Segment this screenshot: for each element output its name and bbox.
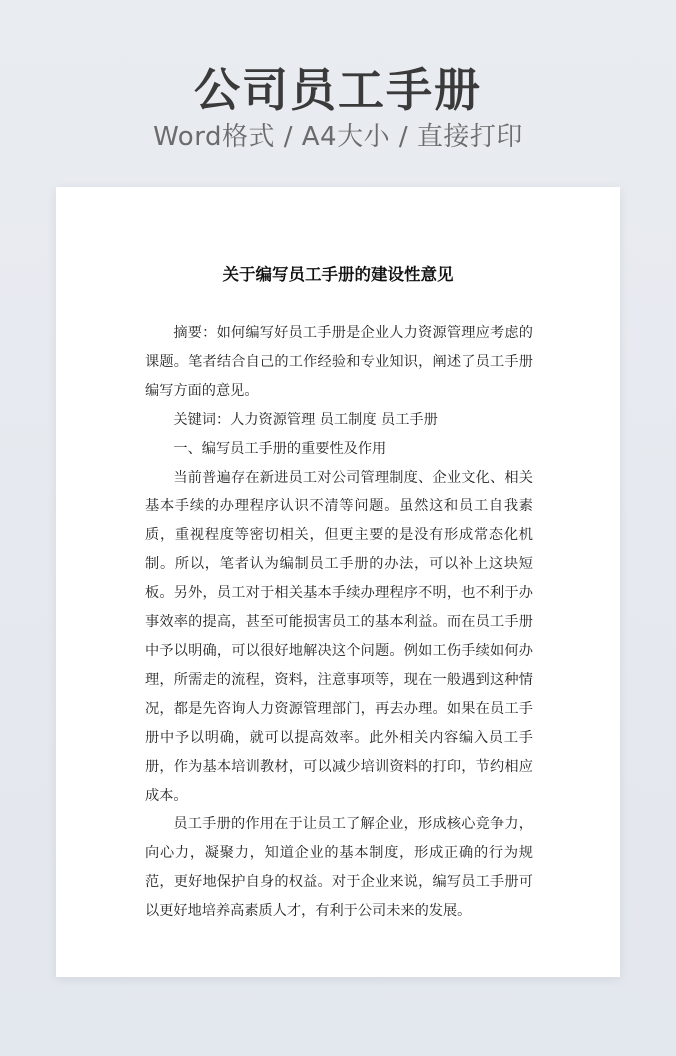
section-heading: 一、编写员工手册的重要性及作用 <box>173 440 387 457</box>
keywords-paragraph: 关键词：人力资源管理 员工制度 员工手册 <box>173 411 438 428</box>
abstract-paragraph: 摘要：如何编写好员工手册是企业人力资源管理应考虑的课题。笔者结合自己的工作经验和专业知识，阐述了员工手册编写方面的意见。 <box>145 325 533 399</box>
document-title: 关于编写员工手册的建设性意见 <box>222 265 454 284</box>
document-body <box>145 319 533 926</box>
body-paragraph: 当前普遍存在新进员工对公司管理制度、企业文化、相关基本手续的办理程序认识不清等问题。虽然这和员工自我素质，重视程度等密切相关，但更主要的是没有形成常态化机制。所以，笔者认为编制员工手册的办法，可以补上这块短板。另外，员工对于相关基本手续办理程序不明，也不利于办事效率的提高，甚至可能损害员工的基本利益。而在员工手册中予以明确，可以很好地解决这个问题。例如工伤手续如何办理，所需走的流程，资料，注意事项等，现在一般遇到这种情况，都是先咨询人力资源管理部门，再去办理。如果在员工手册中予以明确，就可以提高效率。此外相关内容编入员工手册，作为基本培训教材，可以减少培训资料的打印，节约相应成本。 <box>145 469 533 804</box>
banner-title: 公司员工手册 <box>194 63 482 117</box>
document-page <box>56 187 620 977</box>
banner-subtitle: Word格式 / A4大小 / 直接打印 <box>153 122 523 152</box>
body-paragraph: 员工手册的作用在于让员工了解企业，形成核心竞争力，向心力，凝聚力，知道企业的基本制度，形成正确的行为规范，更好地保护自身的权益。对于企业来说，编写员工手册可以更好地培养高素质人才，有利于公司未来的发展。 <box>145 816 533 920</box>
header-banner <box>0 0 676 186</box>
